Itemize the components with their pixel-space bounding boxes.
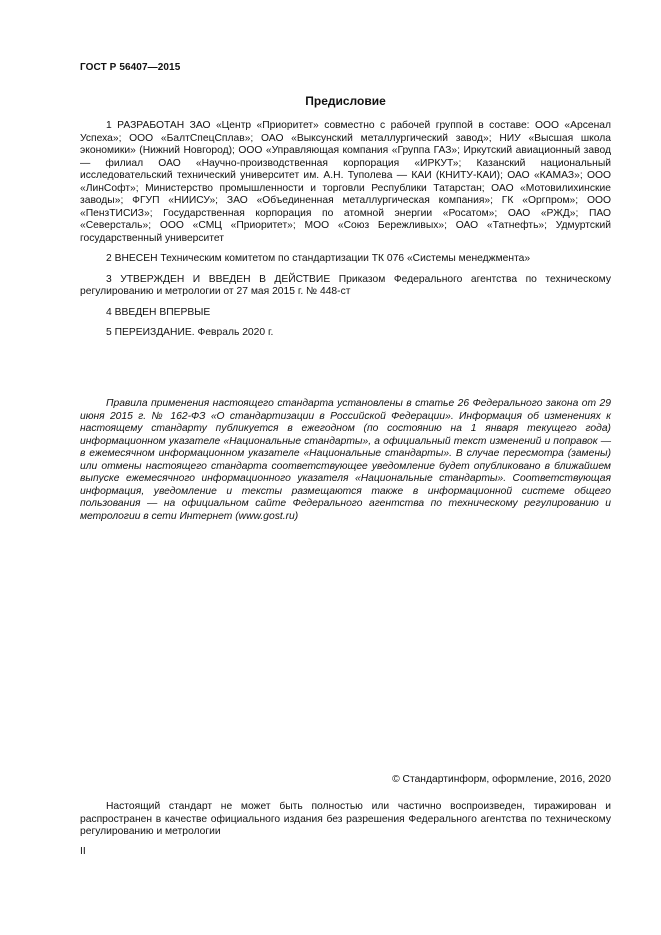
foreword-list (80, 120, 611, 348)
item-label: 5 ПЕРЕИЗДАНИЕ. (106, 327, 195, 338)
item-label: 4 ВВЕДЕН ВПЕРВЫЕ (106, 306, 211, 318)
page-number: II (80, 846, 86, 857)
item-text: Февраль 2020 г. (194, 327, 274, 338)
foreword-item-first-introduced (80, 307, 611, 320)
foreword-item-developed (80, 120, 611, 245)
foreword-item-reissue (80, 327, 611, 340)
copyright-line: © Стандартинформ, оформление, 2016, 2020 (392, 774, 611, 785)
item-label: 3 УТВЕРЖДЕН И ВВЕДЕН В ДЕЙСТВИЕ (106, 273, 331, 285)
page-title: Предисловие (305, 94, 386, 108)
application-rules-notice: Правила применения настоящего стандарта установлены в статье 26 Федерального закона от 29 июня 2015 г. № 162-ФЗ «О стандартизации в Российской Федерации». Информация об изменениях к настоящему стандарту публикуется в ежегодном (по состоянию на 1 января текущего года) информационном указателе «Национальные стандарты», а официальный текст изменений и поправок — в ежемесячном информационном указателе «Национальные стандарты». В случае пересмотра (замены) или отмены настоящего стандарта соответствующее уведомление будет опубликовано в ближайшем выпуске ежемесячного информационного указателя «Национальные стандарты». Соответствующая информация, уведомление и тексты размещаются также в информационной системе общего пользования — на официальном сайте Федерального агентства по техническому регулированию и метрологии в сети Интернет (www.gost.ru) (80, 398, 611, 522)
item-label: 1 РАЗРАБОТАН (106, 120, 185, 131)
foreword-item-introduced (80, 253, 611, 266)
reproduction-notice: Настоящий стандарт не может быть полностью или частично воспроизведен, тиражирован и распространен в качестве официального издания без разрешения Федерального агентства по техническому регулированию и метрологии (80, 801, 611, 837)
item-text: ЗАО «Центр «Приоритет» совместно с рабочей группой в составе: ООО «Арсенал Успеха»; ООО «БалтСпецСплав»; ОАО «Выксунский металлургический завод»; НИУ «Высшая школа экономики» (Нижний Новгород); ООО «Управляющая компания «Группа ГАЗ»; Иркутский авиационный завод — филиал ОАО «Научно-производственная корпорация «ИРКУТ»; Казанский национальный исследовательский технический университет им. А.Н. Туполева — КАИ (КНИТУ-КАИ); ОАО «КАМАЗ»; ООО «ЛинСофт»; Министерство промышленности и торговли Республики Татарстан; ОАО «Мотовилихинские заводы»; ФГУП «НИИСУ»; ЗАО «Объединенная металлургическая компания»; ГК «Оргпром»; ООО «ПензТИСИЗ»; Государственная корпорация по атомной энергии «Росатом»; ОАО «РЖД»; ПАО «Северсталь»; ООО «СМЦ «Приоритет»; МОО «Союз Бережливых»; ОАО «Татнефть»; Удмуртский государственный университет (80, 120, 611, 244)
item-text: Приказом Федерального агентства по техническому регулированию и метрологии от 27 мая 2015 г. № 448-ст (80, 273, 611, 297)
foreword-item-approved (80, 274, 611, 299)
standard-header: ГОСТ Р 56407—2015 (80, 62, 181, 73)
item-text: Техническим комитетом по стандартизации ТК 076 «Системы менеджмента» (157, 253, 531, 264)
item-label: 2 ВНЕСЕН (106, 253, 158, 264)
